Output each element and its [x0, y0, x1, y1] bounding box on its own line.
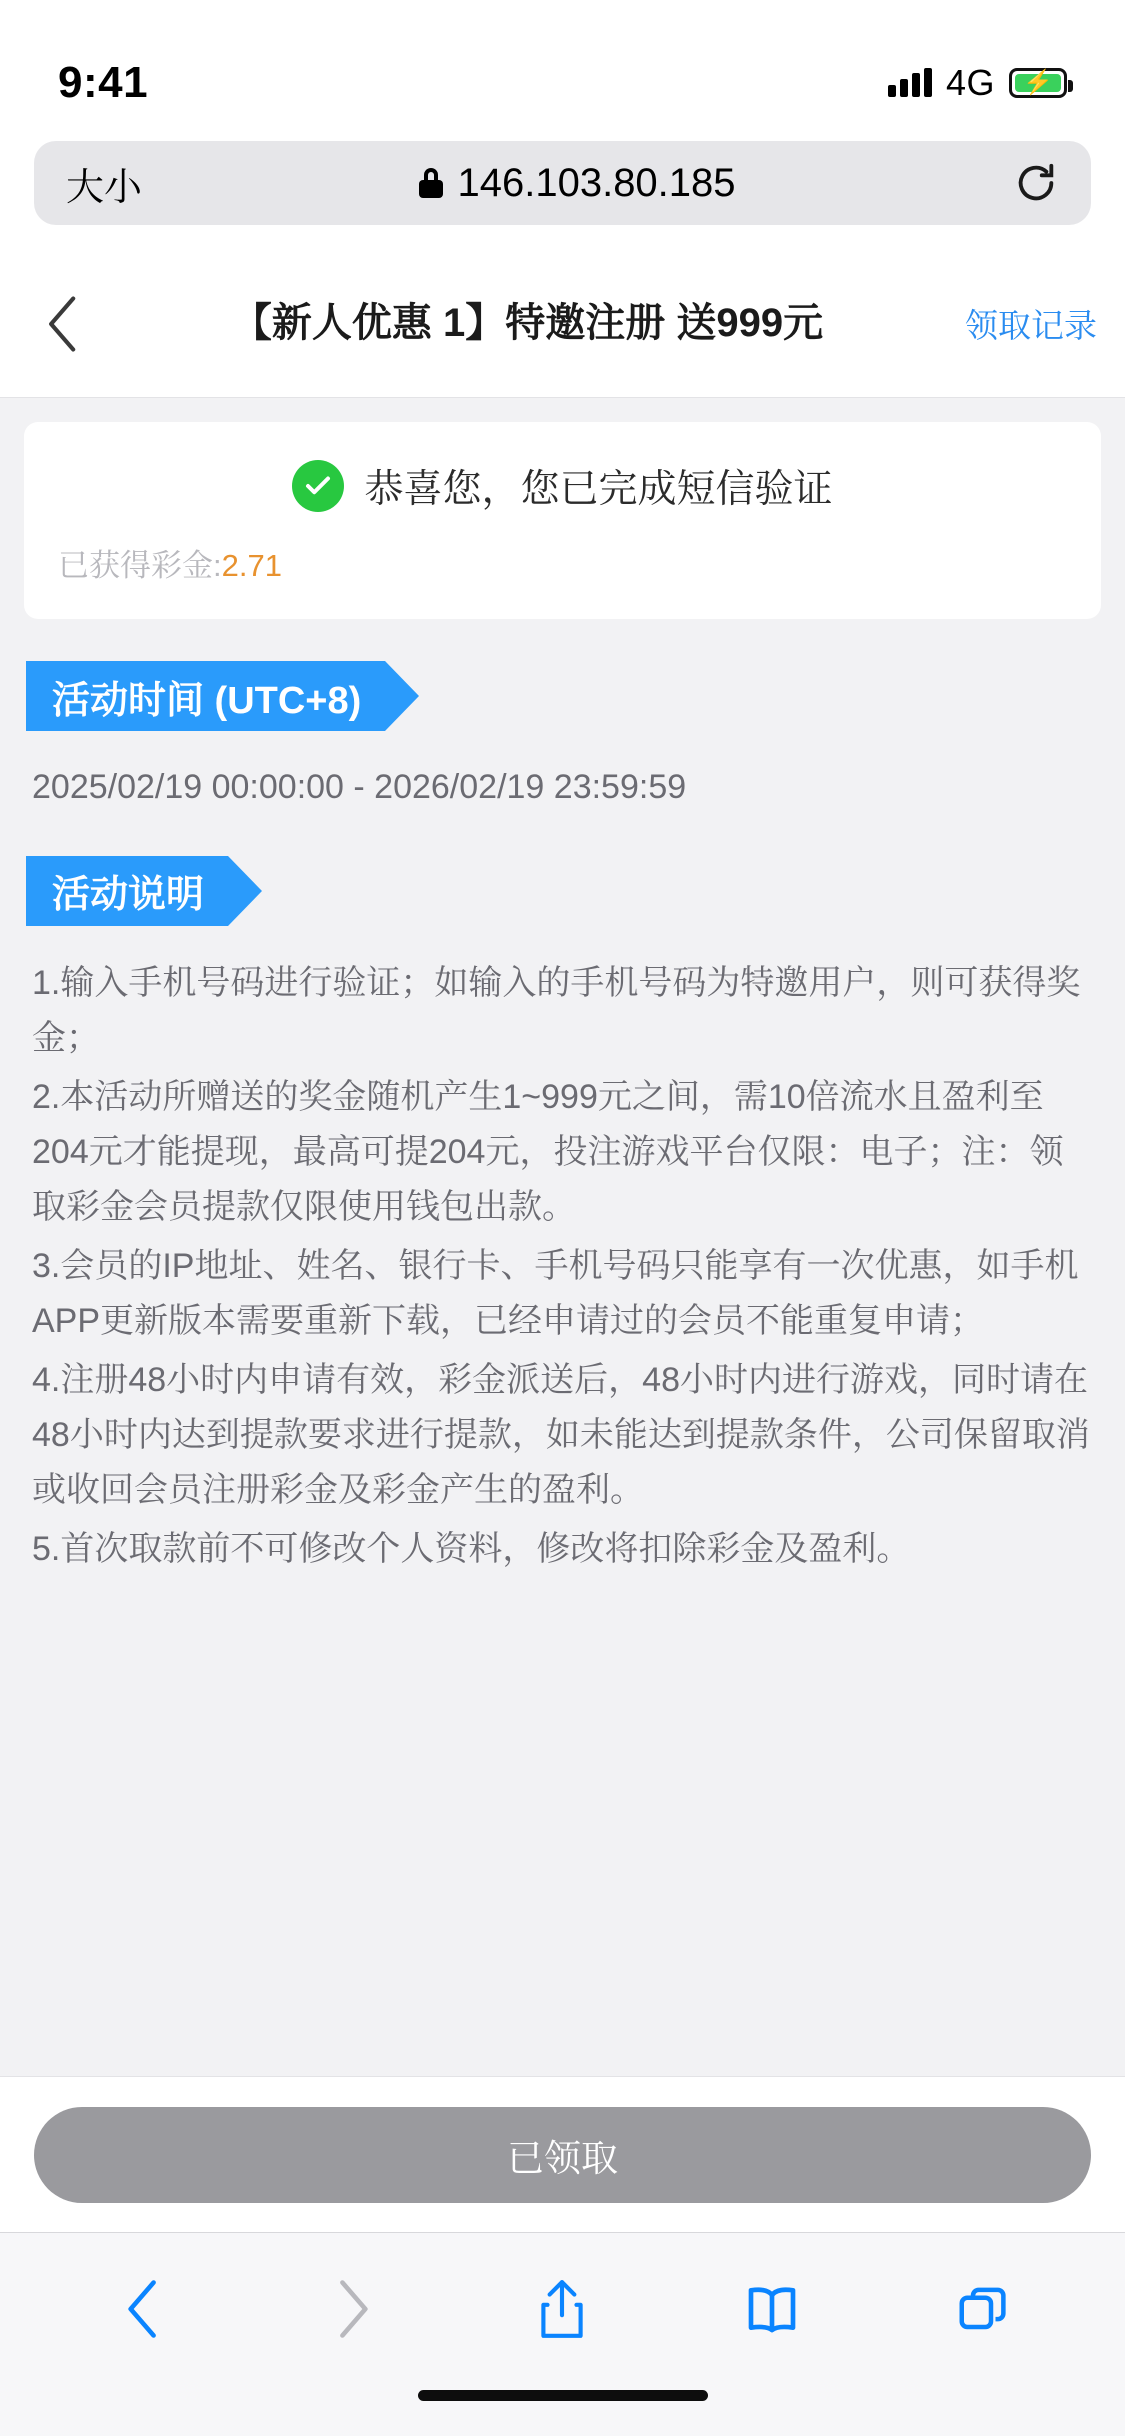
chevron-right-icon — [318, 2274, 388, 2344]
activity-rules-flag: 活动说明 — [26, 856, 228, 926]
battery-charging-icon: ⚡ — [1009, 68, 1067, 98]
activity-rules-section — [0, 856, 1125, 1578]
url-bar[interactable] — [34, 141, 1091, 225]
status-time: 9:41 — [58, 58, 149, 107]
back-button[interactable] — [28, 295, 98, 353]
activity-time-range: 2025/02/19 00:00:00 - 2026/02/19 23:59:59 — [32, 768, 687, 806]
claim-record-link[interactable]: 领取记录 — [965, 307, 1097, 344]
page-title: 【新人优惠 1】特邀注册 送999元 — [231, 301, 824, 346]
browser-url-bar-container — [0, 132, 1125, 250]
activity-time-section — [0, 661, 1125, 814]
rule-item: 4.注册48小时内申请有效，彩金派送后，48小时内进行游戏，同时请在48小时内达到提款要求进行提款，如未能达到提款条件，公司保留取消或收回会员注册彩金及彩金产生的盈利。 — [32, 1361, 1090, 1510]
congrats-row — [58, 458, 1067, 514]
rule-item: 3.会员的IP地址、姓名、银行卡、手机号码只能享有一次优惠，如手机APP更新版本需要重新下载，已经申请过的会员不能重复申请； — [32, 1247, 1079, 1341]
rule-item: 5.首次取款前不可修改个人资料，修改将扣除彩金及盈利。 — [32, 1530, 911, 1569]
bonus-row — [58, 540, 1067, 585]
bonus-label: 已获得彩金: — [58, 548, 222, 583]
share-icon[interactable] — [527, 2274, 597, 2344]
book-icon[interactable] — [737, 2274, 807, 2344]
url-text: 146.103.80.185 — [457, 160, 736, 205]
activity-time-flag: 活动时间 (UTC+8) — [26, 661, 385, 731]
page-header — [0, 250, 1125, 398]
status-bar — [0, 0, 1125, 132]
action-bar — [0, 2076, 1125, 2232]
network-label: 4G — [945, 62, 995, 103]
rule-item: 1.输入手机号码进行验证；如输入的手机号码为特邀用户，则可获得奖金； — [32, 963, 1081, 1057]
home-indicator-area — [0, 2384, 1125, 2436]
claim-button[interactable]: 已领取 — [34, 2107, 1091, 2203]
activity-rules-list — [26, 956, 1099, 1578]
signal-bars-icon — [888, 69, 932, 97]
browser-toolbar — [0, 2232, 1125, 2384]
verification-status-card — [24, 422, 1101, 619]
chevron-left-icon[interactable] — [108, 2274, 178, 2344]
reload-icon[interactable] — [1013, 160, 1059, 206]
page-content — [0, 398, 1125, 2076]
home-indicator[interactable] — [418, 2390, 708, 2401]
lock-icon — [419, 168, 443, 198]
congrats-message: 恭喜您，您已完成短信验证 — [364, 468, 833, 511]
check-circle-icon — [292, 460, 344, 512]
rule-item: 2.本活动所赠送的奖金随机产生1~999元之间，需10倍流水且盈利至204元才能提现，最高可提204元，投注游戏平台仅限：电子；注：领取彩金会员提款仅限使用钱包出款。 — [32, 1077, 1064, 1226]
status-indicators — [888, 62, 1067, 104]
tabs-icon[interactable] — [947, 2274, 1017, 2344]
url-display[interactable] — [142, 161, 1013, 206]
text-size-button[interactable]: 大小 — [66, 166, 143, 209]
bonus-amount: 2.71 — [221, 548, 282, 583]
